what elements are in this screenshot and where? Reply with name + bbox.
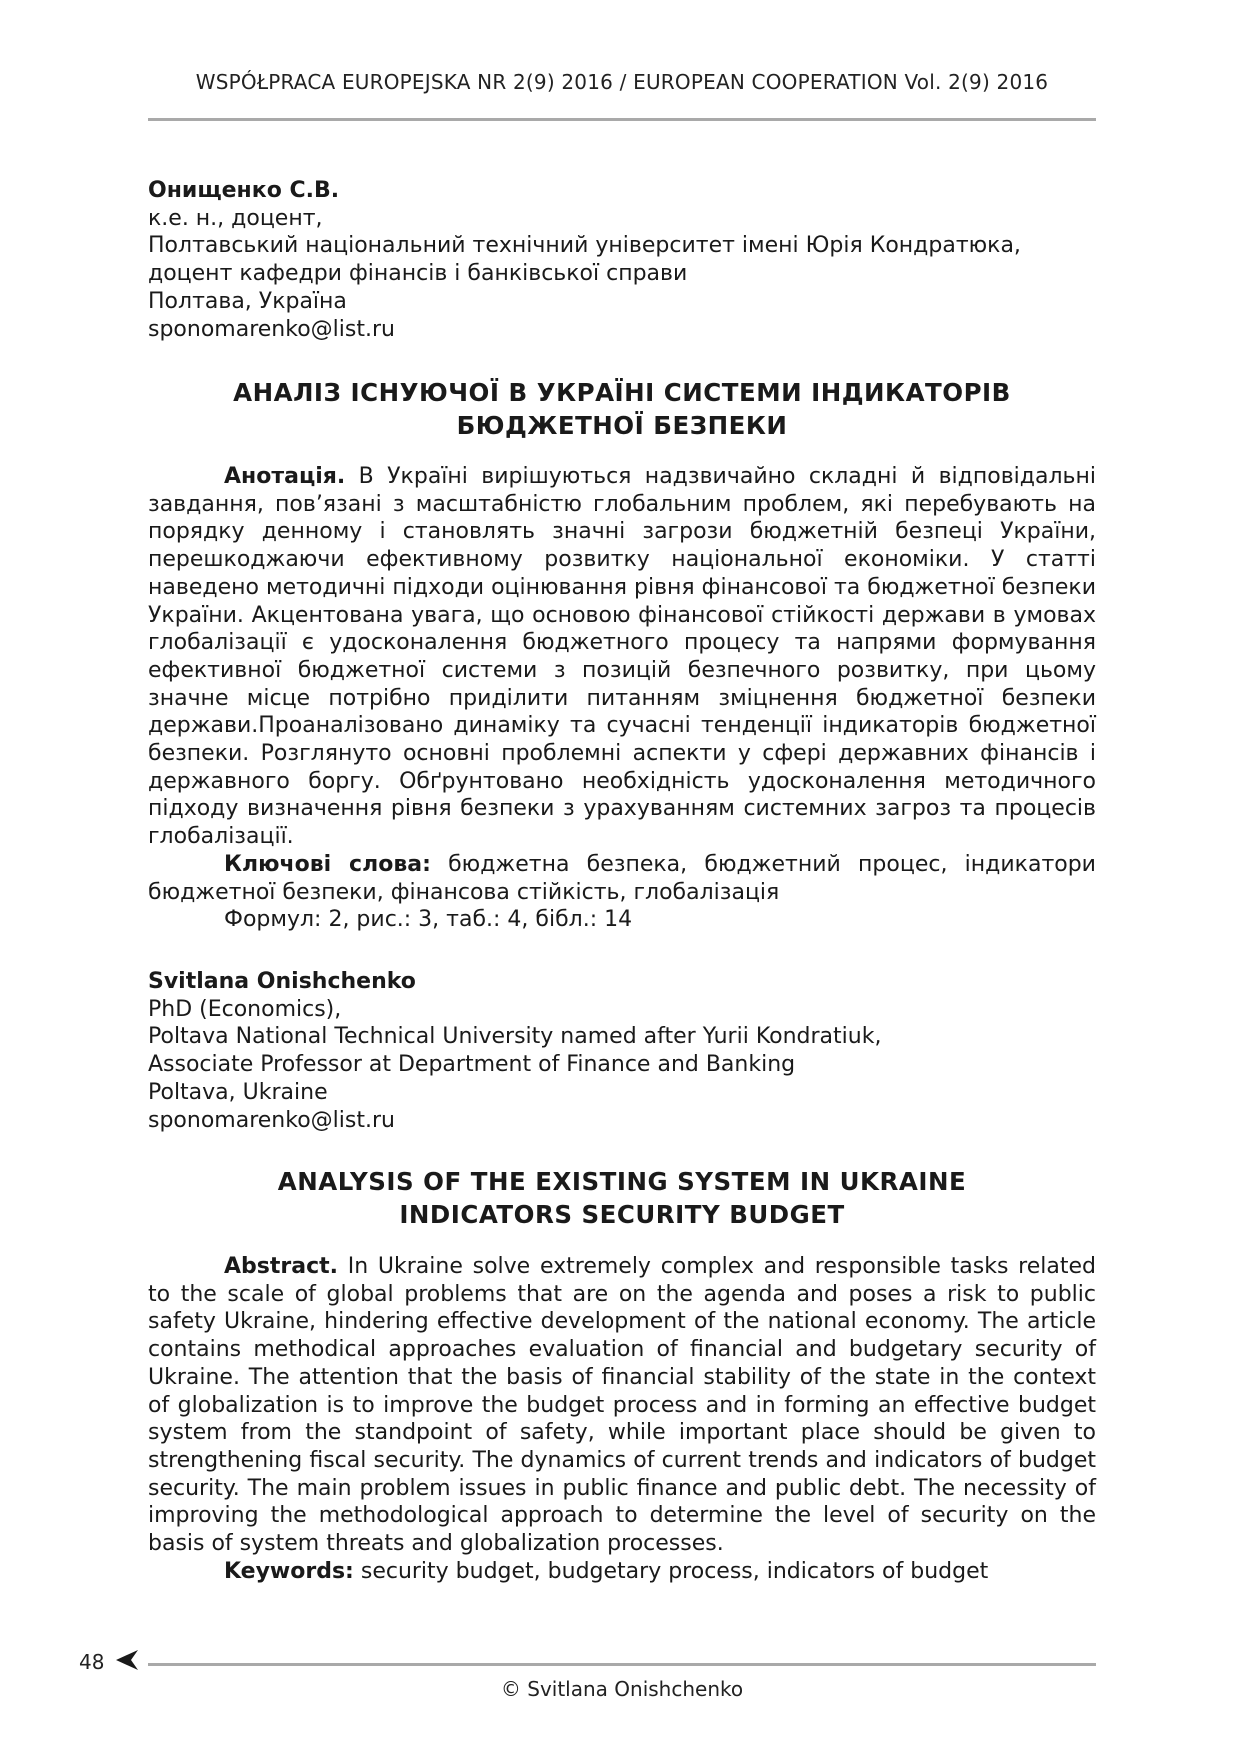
- author-block-en: [148, 968, 1096, 1134]
- abstract-paragraph-en: [148, 1253, 1096, 1558]
- author-email-ua: sponomarenko@list.ru: [148, 316, 395, 342]
- abstract-label-ua: Анотація.: [224, 464, 346, 489]
- author-university-ua: Полтавський національний технічний університет імені Юрія Кондратюка,: [148, 233, 1021, 259]
- counts-ua: Формул: 2, рис.: 3, таб.: 4, бібл.: 14: [224, 907, 633, 933]
- page-number: 48: [79, 1650, 105, 1674]
- keywords-label-ua: Ключові слова:: [224, 851, 431, 877]
- abstract-text-en: In Ukraine solve extremely complex and responsible tasks related to the scale of global problems that are on the agenda and poses a risk to public safety Ukraine, hindering effective development of the national economy. The article contains methodical approaches evaluation of financial and budgetary security of Ukraine. The attention that the basis of financial stability of the state in the context of globalization is to improve the budget process and in forming an effective budget system from the standpoint of safety, while important place should be given to strengthening fiscal security. The dynamics of current trends and indicators of budget security. The main problem issues in public finance and public debt. The necessity of improving the methodological approach to determine the level of security on the basis of system threats and globalization processes.: [148, 1254, 1096, 1557]
- left-arrow-icon: [112, 1647, 140, 1673]
- author-block-ua: [148, 177, 1096, 343]
- abstract-ua: [148, 463, 1096, 934]
- author-email-en: sponomarenko@list.ru: [148, 1107, 395, 1133]
- title-line-2-ua: БЮДЖЕТНОЇ БЕЗПЕКИ: [456, 411, 788, 440]
- copyright: © Svitlana Onishchenko: [500, 1677, 744, 1701]
- author-city-en: Poltava, Ukraine: [148, 1079, 328, 1105]
- author-city-ua: Полтава, Україна: [148, 288, 347, 314]
- author-degree-en: PhD (Economics),: [148, 996, 342, 1022]
- header-divider: [148, 118, 1096, 121]
- author-name-ua: Онищенко С.В.: [148, 178, 340, 203]
- author-position-ua: доцент кафедри фінансів і банківської справи: [148, 261, 688, 287]
- title-line-1-ua: АНАЛІЗ ІСНУЮЧОЇ В УКРАЇНІ СИСТЕМИ ІНДИКАТОРІВ: [233, 378, 1011, 407]
- author-degree-ua: к.е. н., доцент,: [148, 205, 323, 231]
- abstract-en: [148, 1253, 1096, 1585]
- footer-divider: [148, 1663, 1096, 1666]
- author-university-en: Poltava National Technical University named after Yurii Kondratiuk,: [148, 1024, 882, 1050]
- title-line-2-en: INDICATORS SECURITY BUDGET: [399, 1200, 845, 1229]
- running-header: WSPÓŁPRACA EUROPEJSKA NR 2(9) 2016 / EUROPEAN COOPERATION Vol. 2(9) 2016: [195, 70, 1049, 94]
- abstract-paragraph-ua: [148, 463, 1096, 851]
- abstract-label-en: Abstract.: [224, 1254, 338, 1279]
- keywords-paragraph-en: [148, 1558, 1096, 1586]
- keywords-text-ua: бюджетна безпека, бюджетний процес, індикатори бюджетної безпеки, фінансова стійкість, глобалізація: [148, 851, 1096, 905]
- keywords-label-en: Keywords:: [224, 1558, 354, 1584]
- author-name-en: Svitlana Onishchenko: [148, 969, 416, 994]
- article-title-ua: [148, 376, 1096, 442]
- abstract-text-ua: В Україні вирішуються надзвичайно складні й відповідальні завдання, пов’язані з масштабністю глобальним проблем, які перебувають на порядку денному і становлять значні загрози бюджетній безпеці України, перешкоджаючи ефективному розвитку національної економіки. У статті наведено методичні підходи оцінювання рівня фінансової та бюджетної безпеки України. Акцентована увага, що основою фінансової стійкості держави в умовах глобалізації є удосконалення бюджетного процесу та напрями формування ефективної бюджетної системи з позицій безпечного розвитку, при цьому значне місце потрібно приділити питанням зміцнення бюджетної безпеки держави.Проаналізовано динаміку та сучасні тенденції індикаторів бюджетної безпеки. Розглянуто основні проблемні аспекти у сфері державних фінансів і державного боргу. Обґрунтовано необхідність удосконалення методичного підходу визначення рівня безпеки з урахуванням системних загроз та процесів глобалізації.: [148, 464, 1096, 850]
- keywords-paragraph-ua: [148, 851, 1096, 906]
- article-title-en: [148, 1165, 1096, 1231]
- keywords-text-en: security budget, budgetary process, indicators of budget: [353, 1558, 989, 1584]
- title-line-1-en: ANALYSIS OF THE EXISTING SYSTEM IN UKRAINE: [277, 1167, 967, 1196]
- author-position-en: Associate Professor at Department of Finance and Banking: [148, 1052, 796, 1078]
